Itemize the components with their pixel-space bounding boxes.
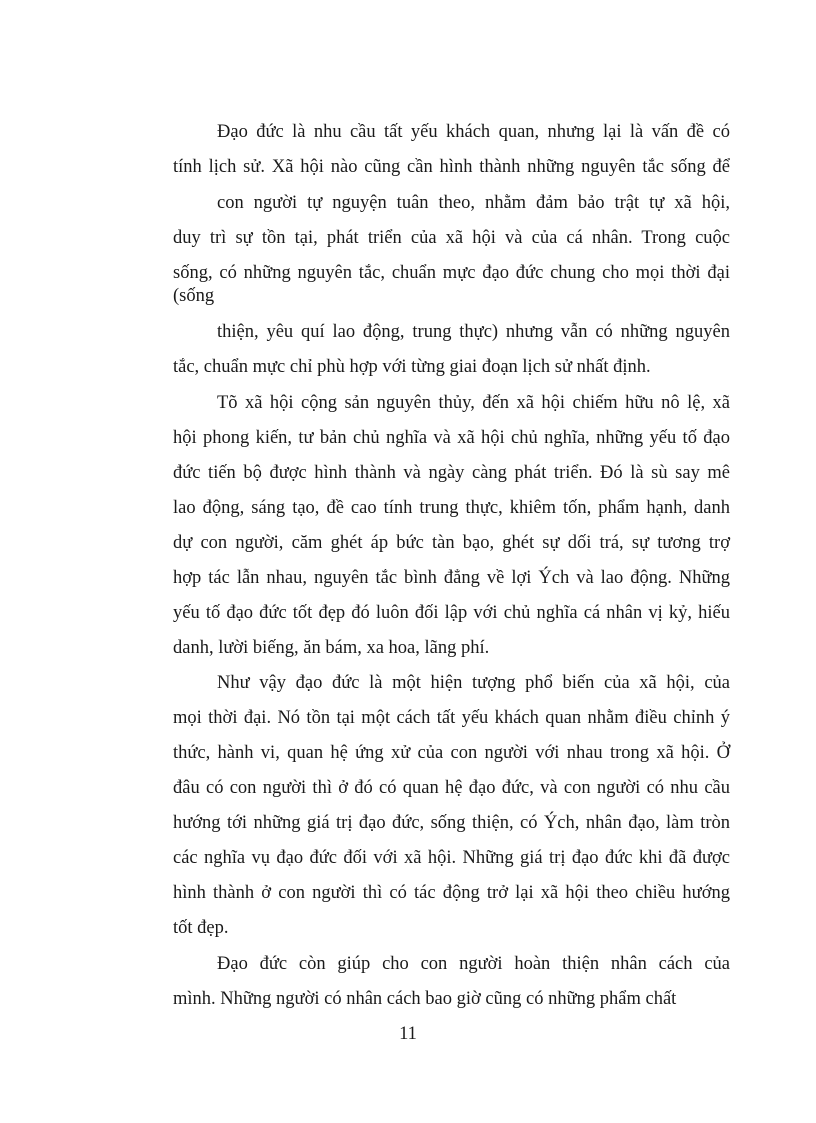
paragraph-4-line-2: hội phong kiến, tư bản chủ nghĩa và xã hội chủ nghĩa, những yếu tố đạo	[173, 428, 730, 448]
paragraph-4-line-6: hợp tác lẫn nhau, nguyên tắc bình đẳng về lợi Ých và lao động. Những	[173, 568, 730, 588]
paragraph-5-line-5: hướng tới những giá trị đạo đức, sống thiện, có Ých, nhân đạo, làm tròn	[173, 813, 730, 833]
paragraph-5-line-4: đâu có con người thì ở đó có quan hệ đạo đức, và con người có nhu cầu	[173, 778, 730, 798]
paragraph-5-line-8: tốt đẹp.	[173, 918, 229, 938]
paragraph-3-line-2: tắc, chuẩn mực chỉ phù hợp với từng giai đoạn lịch sử nhất định.	[173, 357, 651, 377]
paragraph-4-line-8: danh, lười biếng, ăn bám, xa hoa, lãng phí.	[173, 638, 490, 658]
paragraph-4-line-5: dự con người, căm ghét áp bức tàn bạo, ghét sự dối trá, sự tương trợ	[173, 533, 730, 553]
paragraph-1-line-1: Đạo đức là nhu cầu tất yếu khách quan, nhưng lại là vấn đề có	[217, 122, 730, 142]
paragraph-4-line-1: Tõ xã hội cộng sản nguyên thủy, đến xã hội chiếm hữu nô lệ, xã	[217, 393, 730, 413]
page-number: 11	[399, 1024, 417, 1044]
paragraph-5-line-1: Như vậy đạo đức là một hiện tượng phổ biến của xã hội, của	[217, 673, 730, 693]
paragraph-5-line-2: mọi thời đại. Nó tồn tại một cách tất yếu khách quan nhằm điều chỉnh ý	[173, 708, 730, 728]
paragraph-5-line-7: hình thành ở con người thì có tác động trở lại xã hội theo chiều hướng	[173, 883, 730, 903]
paragraph-2-line-2: duy trì sự tồn tại, phát triển của xã hội và của cá nhân. Trong cuộc	[173, 228, 730, 248]
paragraph-2-line-1: con người tự nguyện tuân theo, nhằm đảm bảo trật tự xã hội,	[217, 193, 730, 213]
paragraph-4-line-4: lao động, sáng tạo, đề cao tính trung thực, khiêm tốn, phẩm hạnh, danh	[173, 498, 730, 518]
paragraph-6-line-1: Đạo đức còn giúp cho con người hoàn thiện nhân cách của	[217, 954, 730, 974]
paragraph-5-line-6: các nghĩa vụ đạo đức đối với xã hội. Những giá trị đạo đức khi đã được	[173, 848, 730, 868]
paragraph-6-line-2: mình. Những người có nhân cách bao giờ cũng có những phẩm chất	[173, 989, 677, 1009]
paragraph-4-line-3: đức tiến bộ được hình thành và ngày càng phát triển. Đó là sù say mê	[173, 463, 730, 483]
paragraph-2-line-4: (sống	[173, 286, 215, 306]
paragraph-2-line-3: sống, có những nguyên tắc, chuẩn mực đạo đức chung cho mọi thời đại	[173, 263, 730, 283]
paragraph-3-line-1: thiện, yêu quí lao động, trung thực) nhưng vẫn có những nguyên	[217, 322, 730, 342]
paragraph-1-line-2: tính lịch sử. Xã hội nào cũng cần hình thành những nguyên tắc sống để	[173, 157, 730, 177]
paragraph-5-line-3: thức, hành vi, quan hệ ứng xử của con người với nhau trong xã hội. Ở	[173, 743, 730, 763]
paragraph-4-line-7: yếu tố đạo đức tốt đẹp đó luôn đối lập với chủ nghĩa cá nhân vị kỷ, hiếu	[173, 603, 730, 623]
